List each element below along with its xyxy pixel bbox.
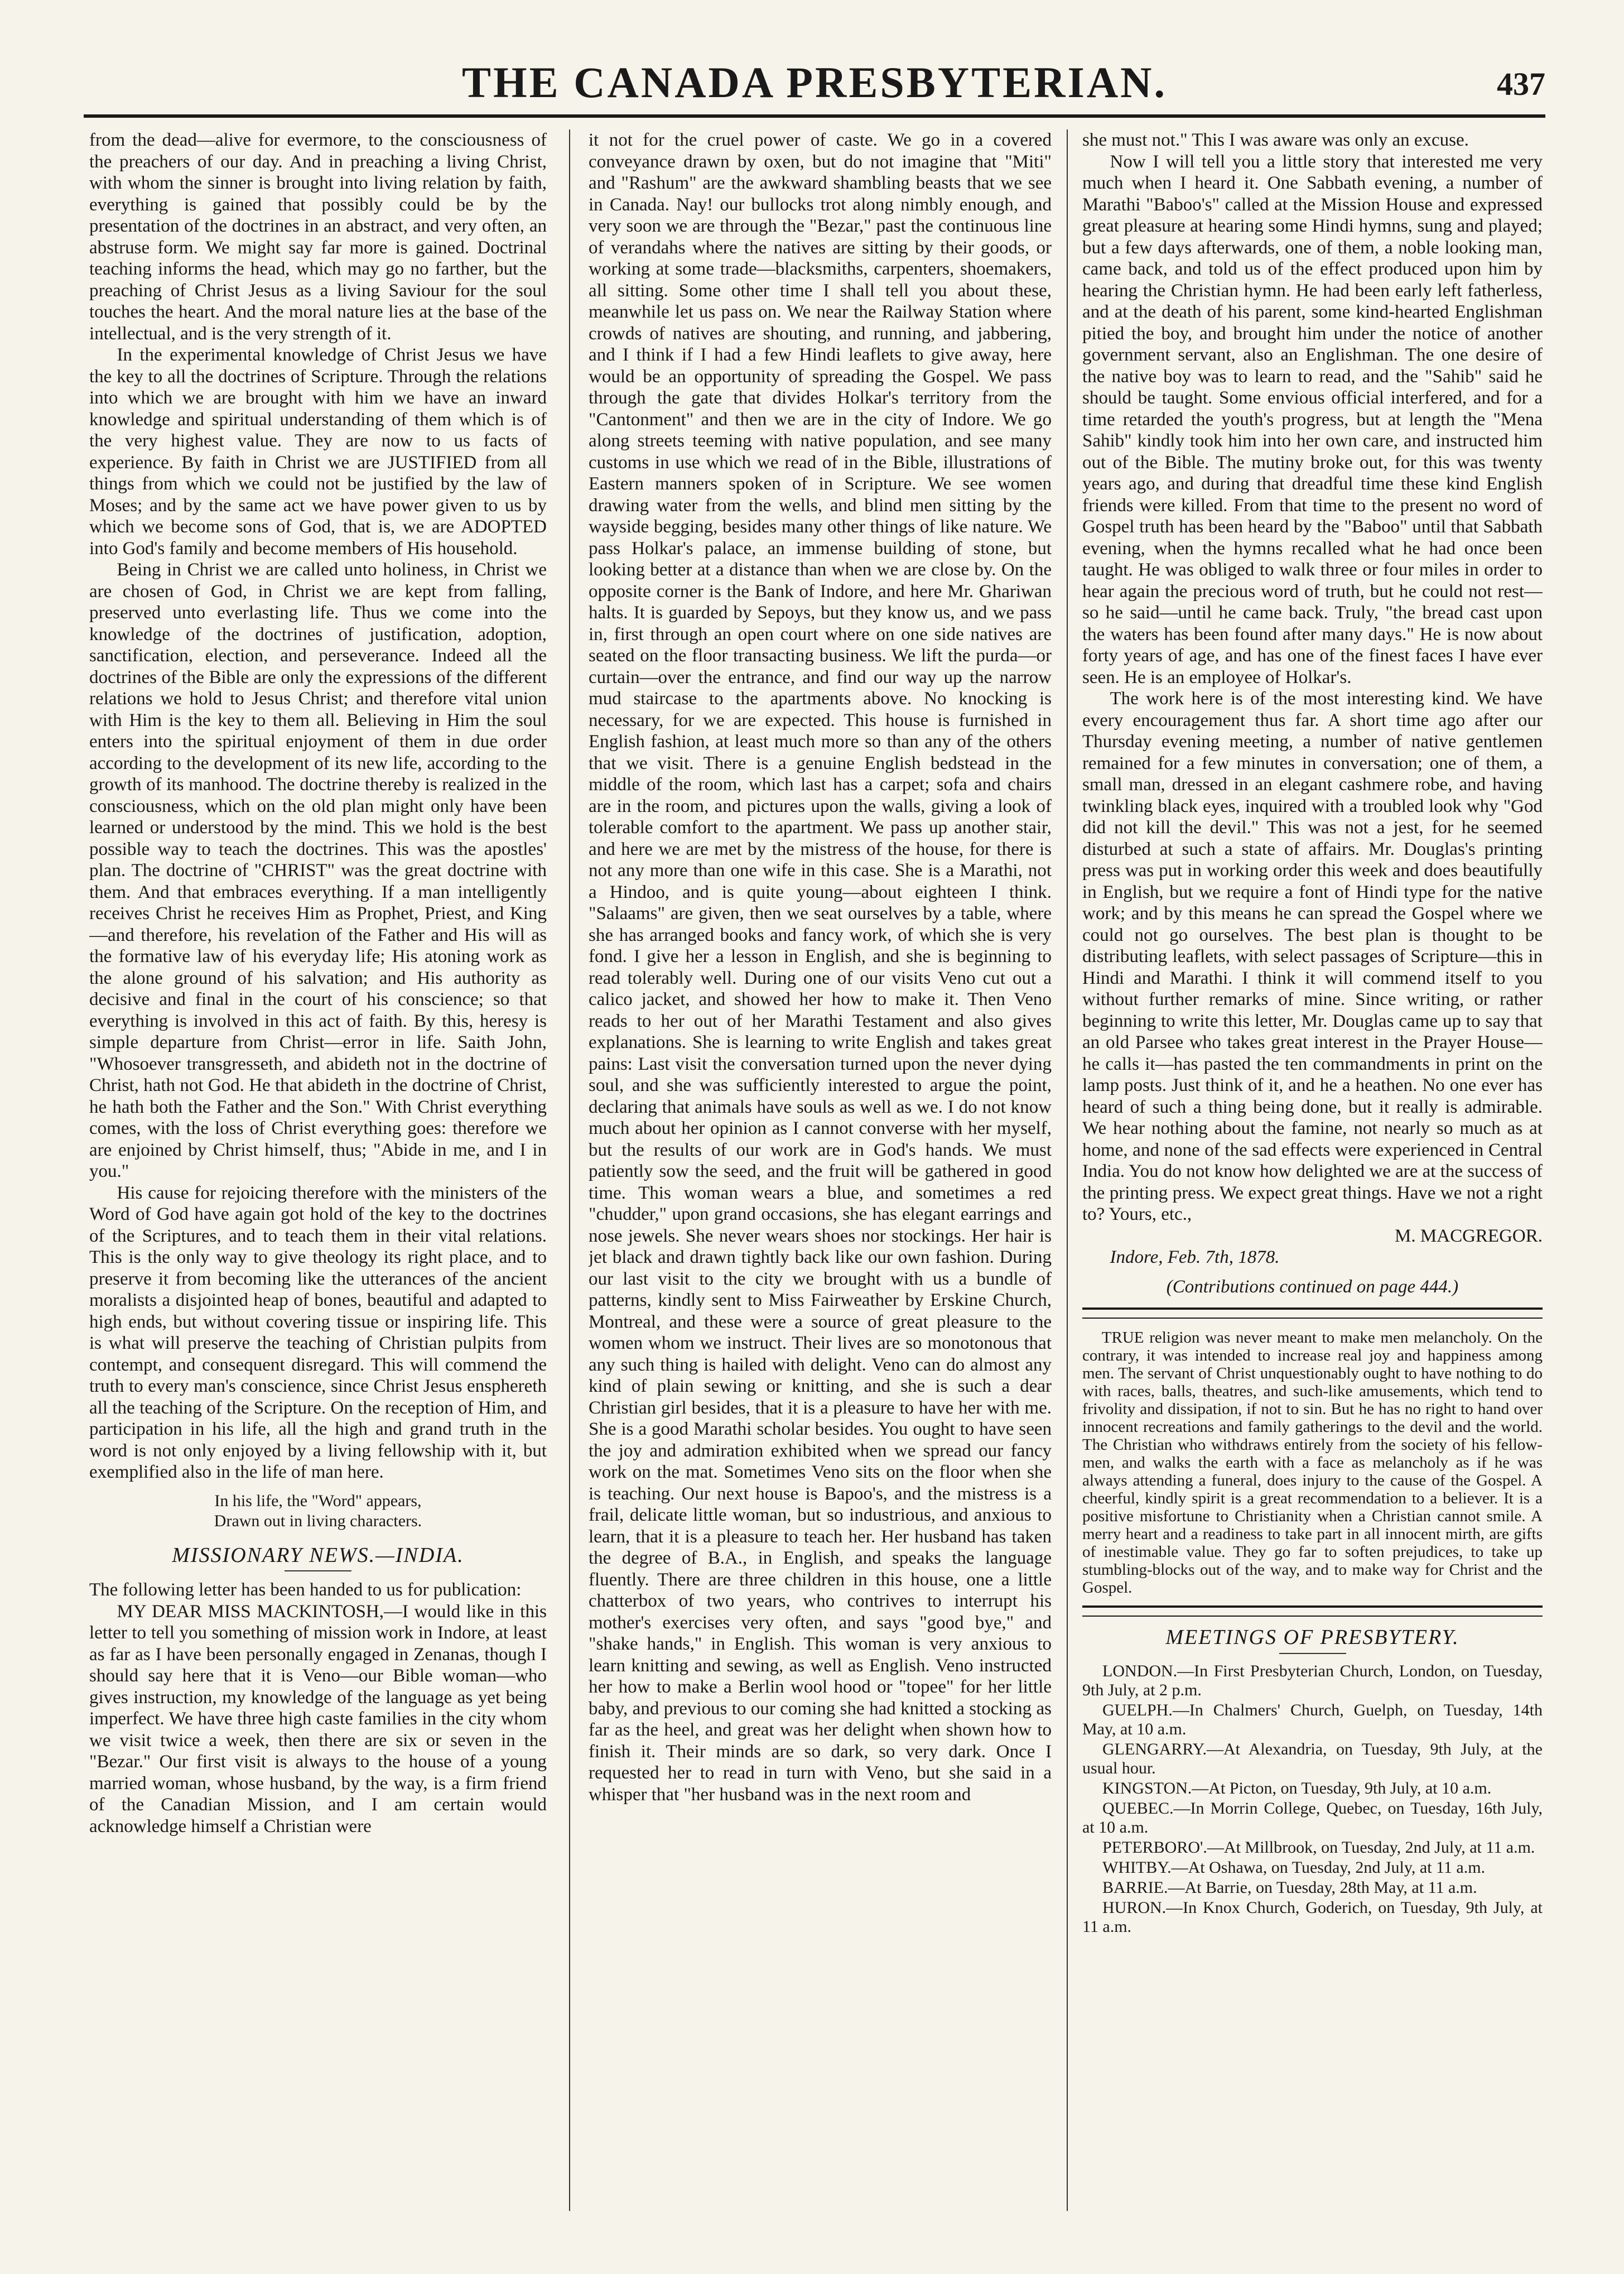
page-title: THE CANADA PRESBYTERIAN.	[461, 58, 1168, 107]
heading-rule	[1279, 1653, 1346, 1654]
meeting-entry: KINGSTON.—At Picton, on Tuesday, 9th July, at 10 a.m.	[1102, 1778, 1492, 1797]
column-2	[589, 129, 1052, 2233]
article-paragraph: The following letter has been handed to us for publication:	[89, 1580, 522, 1600]
verse-quote	[89, 1491, 547, 1531]
meetings-heading: MEETINGS OF PRESBYTERY.	[1165, 1626, 1459, 1649]
meeting-entry: HURON.—In Knox Church, Goderich, on Tuesday, 9th July, at 11 a.m.	[1082, 1898, 1543, 1936]
heading-rule	[285, 1570, 351, 1571]
article-paragraph: from the dead—alive for evermore, to the consciousness of the preachers of our day. And in preaching a living Christ, with whom the sinner is brought into living relation by faith, everything is gained that possibly could be by the presentation of the doctrines in an abstract, and very often, an abstruse form. We might say far more is gained. Doctrinal teaching informs the head, which may go no farther, but the preaching of Christ Jesus as a living Saviour for the soul touches the heart. And the moral nature lies at the base of the intellectual, and is the very strength of it.	[89, 130, 547, 344]
section-divider	[1082, 1307, 1543, 1319]
meeting-entry: LONDON.—In First Presbyterian Church, London, on Tuesday, 9th July, at 2 p.m.	[1082, 1661, 1543, 1699]
column-3	[1082, 129, 1543, 2233]
editorial-note	[1082, 1329, 1543, 1597]
signature-name: M. MACGREGOR.	[1395, 1225, 1543, 1246]
article-paragraph: Being in Christ we are called unto holiness, in Christ we are chosen of God, in Christ we are kept from falling, preserved unto everlasting life. Thus we come into the knowledge of the doctrines of justification, adoption, sanctification, election, and perseverance. Indeed all the doctrines of the Bible are only the expressions of the different relations we hold to Jesus Christ; and therefore vital union with Him is the key to them all. Believing in Him the soul enters into the spiritual enjoyment of them in due order according to the development of its new life, according to the growth of its manhood. The doctrine thereby is realized in the consciousness, which on the old plan might only have been learned or understood by the mind. This we hold is the best possible way to teach the doctrines. This was the apostles' plan. The doctrine of "CHRIST" was the great doctrine with them. And that embraces everything. If a man intelligently receives Christ he receives Him as Prophet, Priest, and King—and therefore, his revelation of the Father and His will as the formative law of his everyday life; His atoning work as the alone ground of his salvation; and His authority as decisive and final in the court of his conscience; so that everything is involved in this act of faith. By this, heresy is simple departure from Christ—error in life. Saith John, "Whosoever transgresseth, and abideth not in the doctrine of Christ, hath not God. He that abideth in the doctrine of Christ, he hath both the Father and the Son." With Christ everything comes, with the loss of Christ everything goes: therefore we are enjoined by Christ himself, thus; "Abide in me, and I in you."	[89, 560, 547, 1181]
letter-signature	[1082, 1225, 1543, 1247]
column-1	[89, 129, 547, 2233]
page-number: 437	[1497, 66, 1545, 102]
meeting-entry: QUEBEC.—In Morrin College, Quebec, on Tuesday, 16th July, at 10 a.m.	[1082, 1799, 1543, 1836]
article-paragraph: His cause for rejoicing therefore with the ministers of the Word of God have again got hold of the key to the doctrines of the Scriptures, and to teach them in their vital relations. This is the only way to give theology its right place, and to preserve it from becoming like the utterances of the ancient moralists a disjointed heap of bones, beautiful and adapted to high ends, but without covering tissue or inspiring life. This is what will preserve the teaching of Christian pulpits from contempt, and consequent disregard. This will commend the truth to every man's conscience, since Christ Jesus ensphereth all the teaching of the Scripture. On the reception of Him, and participation in his life, all the high and grand truth in the word is not only enjoyed by a living fellowship with it, but exemplified also in the life of man here.	[89, 1182, 547, 1482]
masthead	[84, 53, 1545, 118]
meeting-entry: WHITBY.—At Oshawa, on Tuesday, 2nd July, at 11 a.m.	[1102, 1858, 1486, 1877]
meeting-entry: GUELPH.—In Chalmers' Church, Guelph, on Tuesday, 14th May, at 10 a.m.	[1082, 1700, 1543, 1738]
meetings-list	[1082, 1662, 1543, 1936]
meeting-entry: BARRIE.—At Barrie, on Tuesday, 28th May, at 11 a.m.	[1102, 1878, 1477, 1897]
letter-paragraph: The work here is of the most interesting kind. We have every encouragement thus far. A short time ago after our Thursday evening meeting, a number of native gentlemen remained for a few minutes in conversation; one of them, a small man, dressed in an elegant cashmere robe, and having twinkling black eyes, inquired with a troubled look why "God did not kill the devil." This was not a jest, for he seemed disturbed at such a state of affairs. Mr. Douglas's printing press was put in working order this week and does beautifully in English, but we require a font of Hindi type for the native work; and by this means he can spread the Gospel where we could not go ourselves. The best plan is thought to be distributing leaflets, with select passages of Scripture—this in Hindi and Marathi. I think it will commend itself to you without further remarks of mine. Since writing, or rather beginning to write this letter, Mr. Douglas came up to say that an old Parsee who takes great interest in the Prayer House—he calls it—has pasted the ten commandments in print on the lamp posts. Just think of it, and he a heathen. No one ever has heard of such a thing being done, but it really is admirable. We hear nothing about the famine, not nearly so much as at home, and none of the sad effects were experienced in Central India. You do not know how delighted we are at the success of the printing press. We expect great things. Have we not a right to? Yours, etc.,	[1082, 689, 1543, 1224]
column-divider	[1067, 129, 1068, 2211]
section-divider	[1082, 1605, 1543, 1617]
column-divider	[569, 129, 570, 2211]
letter-dateline: Indore, Feb. 7th, 1878.	[1110, 1247, 1280, 1267]
letter-paragraph: it not for the cruel power of caste. We go in a covered conveyance drawn by oxen, but do not imagine that "Miti" and "Rashum" are the awkward shambling beasts that we see in Canada. Nay! our bullocks trot along nimbly enough, and very soon we are through the "Bezar," past the continuous line of verandahs where the natives are sitting by their goods, or working at some trade—blacksmiths, carpenters, shoemakers, all sitting. Some other time I shall tell you about these, meanwhile let us pass on. We near the Railway Station where crowds of natives are shouting, and running, and jabbering, and I think if I had a few Hindi leaflets to give away, here would be an opportunity of spreading the Gospel. We pass through the gate that divides Holkar's territory from the "Cantonment" and then we are in the city of Indore. We go along streets teeming with native population, and see many customs in use which we read of in the Bible, illustrations of Eastern manners spoken of in Scripture. We see women drawing water from the wells, and blind men sitting by the wayside begging, besides many other things of like nature. We pass Holkar's palace, an immense building of stone, but looking better at a distance than when we are close by. On the opposite corner is the Bank of Indore, and here Mr. Ghariwan halts. It is guarded by Sepoys, but they know us, and we pass in, first through an open court where on one side natives are seated on the floor transacting business. We lift the purda—or curtain—over the entrance, and find our way up the narrow mud staircase to the apartments above. No knocking is necessary, for we are expected. This house is furnished in English fashion, at least much more so than any of the others that we visit. There is a genuine English bedstead in the middle of the room, which last has a carpet; sofa and chairs are in the room, and pictures upon the walls, giving a look of tolerable comfort to the apartment. We pass up another stair, and here we are met by the mistress of the house, for there is not any more than one wife in this case. She is a Marathi, not a Hindoo, and is quite young—about eighteen I think. "Salaams" are given, then we seat ourselves by a table, where she has arranged books and fancy work, of which she is very fond. I give her a lesson in English, and she is beginning to read tolerably well. During one of our visits Veno cut out a calico jacket, and showed her how to make it. Then Veno reads to her out of her Marathi Testament and also gives explanations. She is learning to write English and takes great pains: Last visit the conversation turned upon the never dying soul, and she was sufficiently interested to argue the point, declaring that animals have souls as well as we. I do not know much about her opinion as I cannot converse with her myself, but the results of our work are in God's hands. We must patiently sow the seed, and the fruit will be gathered in good time. This woman wears a blue, and sometimes a red "chudder," upon grand occasions, she has elegant earrings and nose jewels. She never wears shoes nor stockings. Her hair is jet black and drawn tightly back like our own fashion. During our last visit to the city we brought with us a bundle of patterns, kindly sent to Miss Fairweather by Erskine Church, Montreal, and these were a source of great pleasure to the women whom we instruct. Their lives are so monotonous that any such thing is hailed with delight. Veno can do almost any kind of plain sewing or knitting, and she is such a dear Christian girl besides, that it is a pleasure to have her with me. She is a good Marathi scholar besides. You ought to have seen the joy and admiration exhibited when we spread our fancy work on the mat. Sometimes Veno sits on the floor when she is teaching. Our next house is Bapoo's, and the mistress is a frail, delicate little woman, but so industrious, and anxious to learn, that it is a pleasure to teach her. Her husband has taken the degree of B.A., in English, and speaks the language fluently. There are three children in this house, one a little chatterbox of two years, who contrives to interrupt his mother's exercises very often, and says "good bye," and "shake hands," in English. This woman is very anxious to learn knitting and sewing, as well as English. Veno instructed her how to make a Berlin wool hood or "topee" for her little baby, and previous to our coming she had knitted a stocking as far as the heel, and great was her delight when shown how to finish it. Their minds are so dark, so very dark. Once I requested her to read in turn with Veno, but she said in a whisper that "her husband was in the next room and	[589, 130, 1052, 1805]
letter-paragraph: Now I will tell you a little story that interested me very much when I heard it. One Sabbath evening, a number of Marathi "Baboo's" called at the Mission House and expressed great pleasure at hearing some Hindi hymns, sung and played; but a few days afterwards, one of them, a noble looking man, came back, and told us of the effect produced upon him by hearing the Christian hymn. He had been early left fatherless, and at the death of his parent, some kind-hearted Englishman pitied the boy, and brought him under the notice of another government servant, also an Englishman. The one desire of the native boy was to learn to read, and the "Sahib" said he should be taught. Some envious official interfered, and for a time retarded the youth's progress, but at length the "Mena Sahib" kindly took him into her own care, and instructed him out of the Bible. The mutiny broke out, for this was twenty years ago, and during that dreadful time these kind English friends were killed. From that time to the present no word of Gospel truth has been heard by the "Baboo" until that Sabbath evening, when the hymns recalled what he had once been taught. He was obliged to walk three or four miles in order to hear again the precious word of truth, but he could not rest—so he said—until he came back. Truly, "the bread cast upon the waters has been found after many days." He is now about forty years of age, and has one of the finest faces I have ever seen. He is an employee of Holkar's.	[1082, 151, 1543, 688]
verse-line: Drawn out in living characters.	[214, 1511, 422, 1530]
letter-paragraph: MY DEAR MISS MACKINTOSH,—I would like in this letter to tell you something of mission work in Indore, at least as far as I have been personally engaged in Zenanas, though I should say here that it is Veno—our Bible woman—who gives instruction, my knowledge of the language as yet being imperfect. We have three high caste families in the city whom we visit twice a week, then there are six or seven in the "Bezar." Our first visit is always to the house of a young married woman, whose husband, by the way, is a firm friend of the Canadian Mission, and I am certain would acknowledge himself a Christian were	[89, 1601, 547, 1836]
meeting-entry: PETERBORO'.—At Millbrook, on Tuesday, 2nd July, at 11 a.m.	[1102, 1838, 1535, 1857]
continuation-note: (Contributions continued on page 444.)	[1166, 1276, 1459, 1297]
editorial-paragraph: TRUE religion was never meant to make men melancholy. On the contrary, it was intended to increase real joy and happiness among men. The servant of Christ unquestionably ought to have nothing to do with races, balls, theatres, and such-like amusements, which tend to frivolity and dissipation, if not to sin. But he has no right to hand over innocent recreations and family gatherings to the devil and the world. The Christian who withdraws entirely from the society of his fellow-men, and walks the earth with a face as melancholy as if he was always attending a funeral, does injury to the cause of the Gospel. A cheerful, kindly spirit is a great recommendation to a believer. It is a positive misfortune to Christianity when a Christian cannot smile. A merry heart and a readiness to take part in all innocent mirth, are gifts of inestimable value. They go far to soften prejudices, to take up stumbling-blocks out of the way, and to make way for Christ and the Gospel.	[1082, 1329, 1543, 1597]
section-heading: MISSIONARY NEWS.—INDIA.	[172, 1543, 464, 1567]
letter-paragraph: she must not." This I was aware was only an excuse.	[1082, 130, 1469, 150]
verse-line: In his life, the "Word" appears,	[214, 1491, 422, 1510]
article-paragraph: In the experimental knowledge of Christ Jesus we have the key to all the doctrines of Scripture. Through the relations into which we are brought with him we have an inward knowledge and spiritual understanding of them which is of the very highest value. They are now to us facts of experience. By faith in Christ we are JUSTIFIED from all things from which we could not be justified by the law of Moses; and by the same act we have power given to us by which we become sons of God, that is, we are ADOPTED into God's family and become members of His household.	[89, 345, 547, 559]
meeting-entry: GLENGARRY.—At Alexandria, on Tuesday, 9th July, at the usual hour.	[1082, 1739, 1543, 1777]
